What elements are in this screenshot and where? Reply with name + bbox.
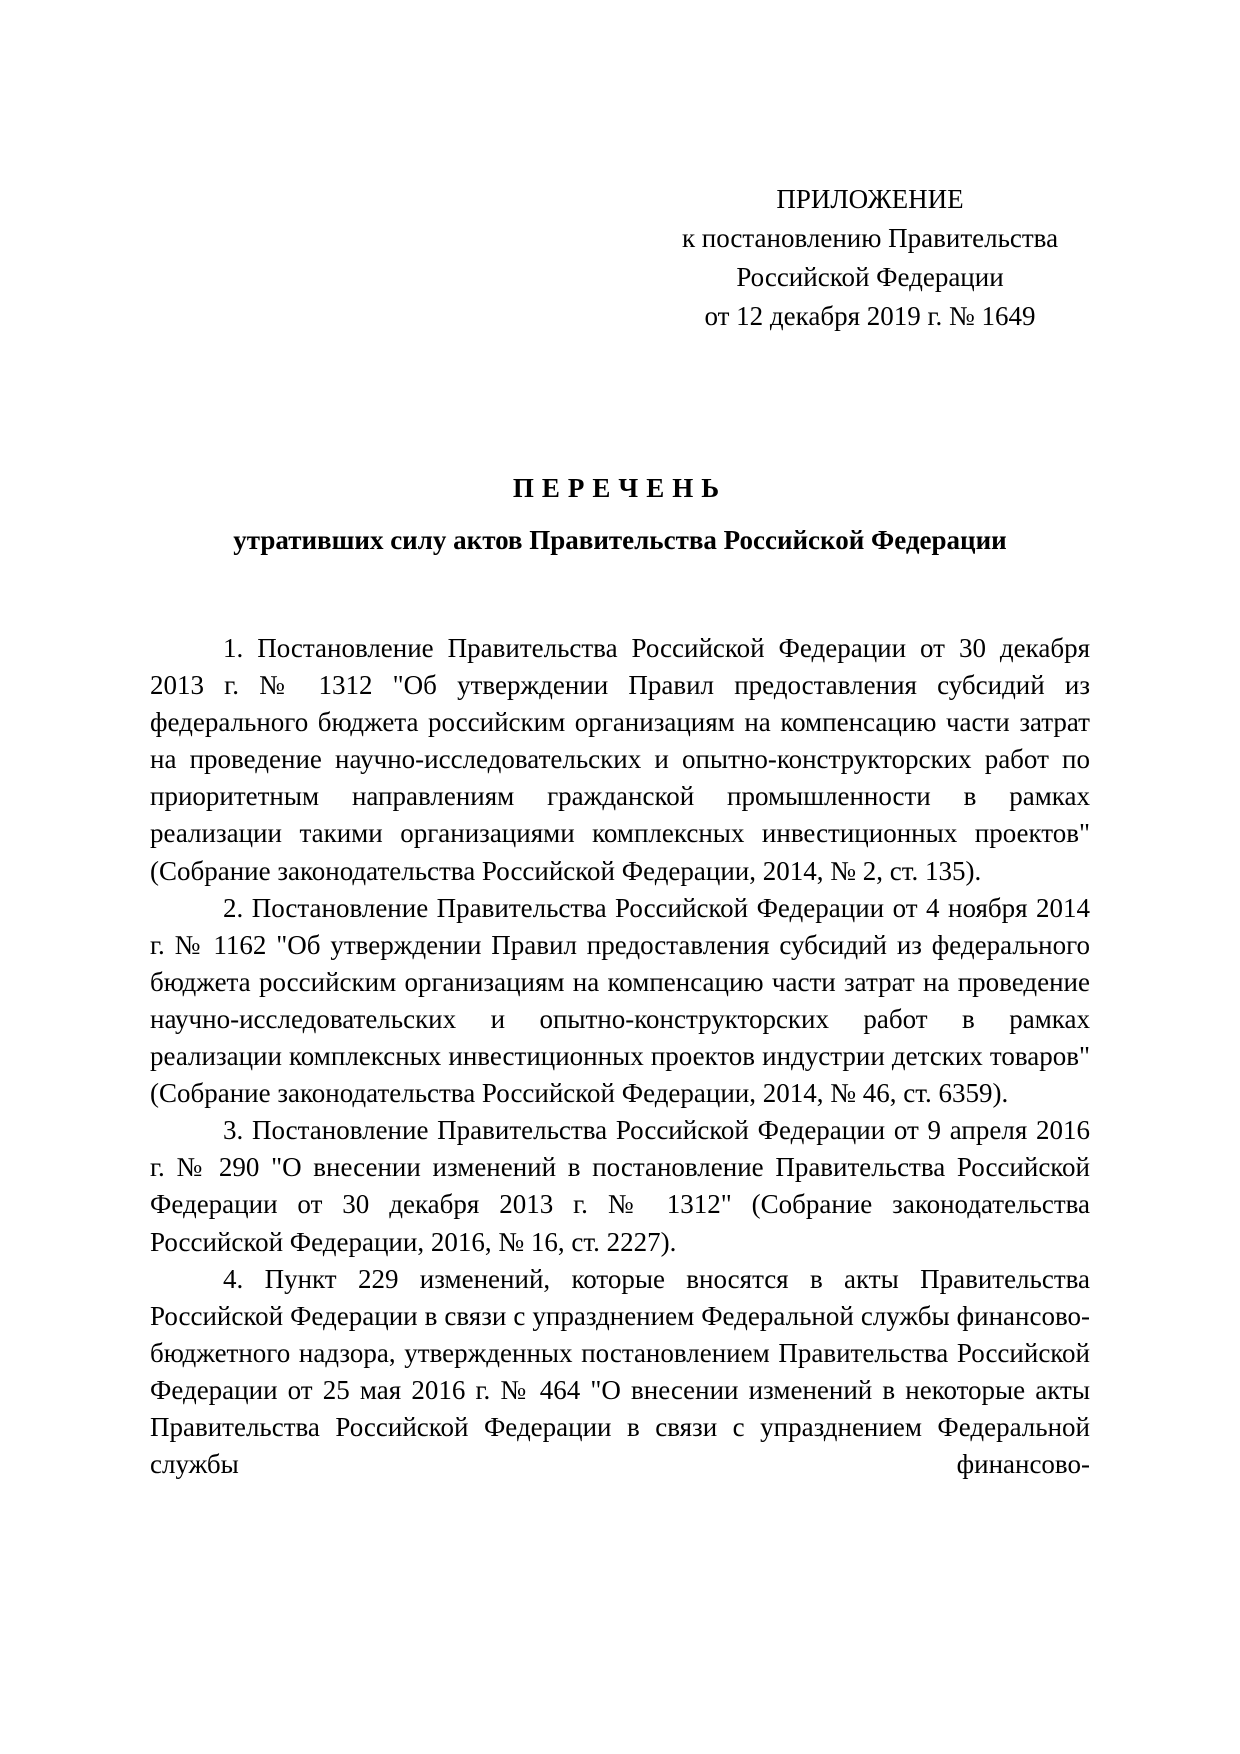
list-item: 2. Постановление Правительства Российской Федерации от 4 ноября 2014 г. № 1162 "Об утверждении Правил предоставления субсидий из федерального бюджета российским организациям на компенсацию части затрат на проведение научно-исследовательских и опытно-конструкторских работ в рамках реализации комплексных инвестиционных проектов индустрии детских товаров" (Собрание законодательства Российской Федерации, 2014, № 46, ст. 6359). xyxy=(150,892,1090,1109)
appendix-reference-line: к постановлению Правительства xyxy=(681,223,1059,253)
list-item: 1. Постановление Правительства Российской Федерации от 30 декабря 2013 г. № 1312 "Об утверждении Правил предоставления субсидий из федерального бюджета российским организациям на компенсацию части затрат на проведение научно-исследовательских и опытно-конструкторских работ по приоритетным направлениям гражданской промышленности в рамках реализации такими организациями комплексных инвестиционных проектов" (Собрание законодательства Российской Федерации, 2014, № 2, ст. 135). xyxy=(150,633,1090,886)
appendix-label: ПРИЛОЖЕНИЕ xyxy=(776,184,964,214)
appendix-header xyxy=(640,180,1100,336)
appendix-reference-line: Российской Федерации xyxy=(736,262,1004,292)
title-subtitle: утративших силу актов Правительства Российской Федерации xyxy=(233,525,1007,555)
list-item: 3. Постановление Правительства Российской Федерации от 9 апреля 2016 г. № 290 "О внесении изменений в постановление Правительства Российской Федерации от 30 декабря 2013 г. № 1312" (Собрание законодательства Российской Федерации, 2016, № 16, ст. 2227). xyxy=(150,1115,1090,1257)
list-item: 4. Пункт 229 изменений, которые вносятся в акты Правительства Российской Федерации в связи с упразднением Федеральной службы финансово-бюджетного надзора, утвержденных постановлением Правительства Российской Федерации от 25 мая 2016 г. № 464 "О внесении изменений в некоторые акты Правительства Российской Федерации в связи с упразднением Федеральной службы финансово- xyxy=(150,1263,1090,1480)
title-main: ПЕРЕЧЕНЬ xyxy=(512,473,728,503)
document-title xyxy=(150,468,1090,560)
appendix-date-number: от 12 декабря 2019 г. № 1649 xyxy=(704,301,1036,331)
acts-list xyxy=(150,630,1090,1483)
